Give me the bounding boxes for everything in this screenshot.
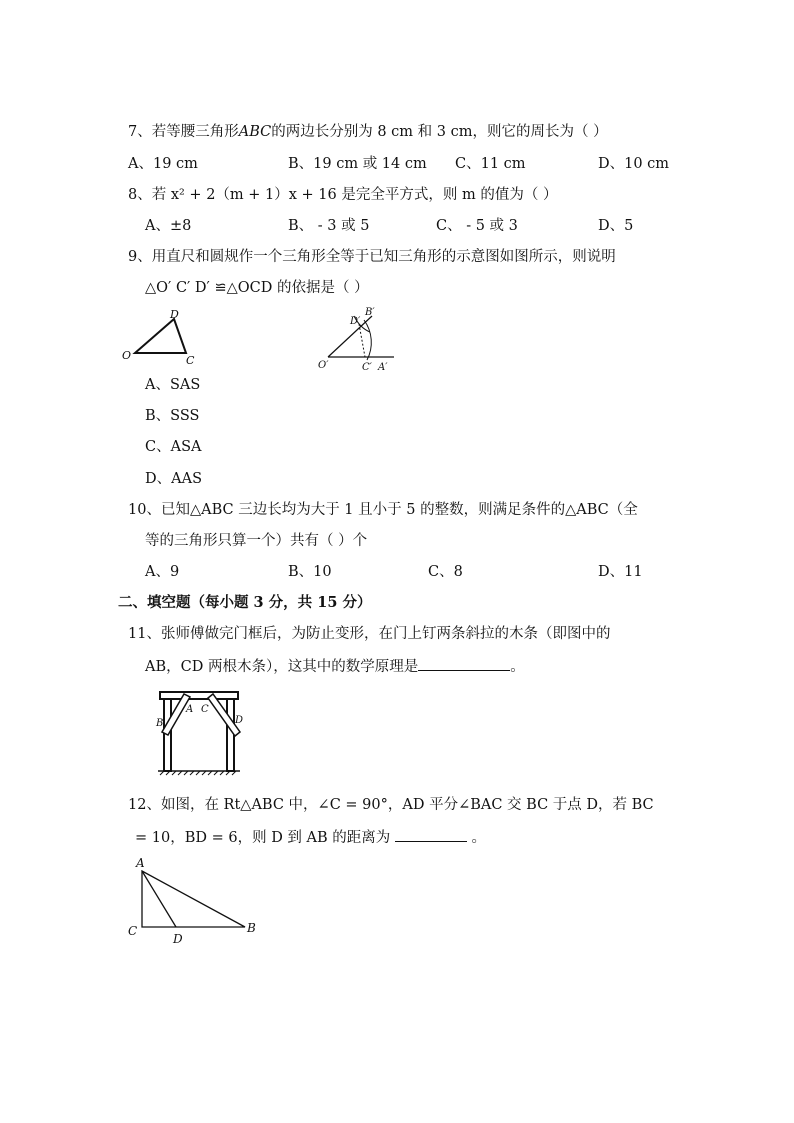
q7-option-a: A、19 cm bbox=[128, 156, 198, 172]
label-D: D bbox=[173, 932, 183, 946]
q9-stem-line1: 9、用直尺和圆规作一个三角形全等于已知三角形的示意图如图所示，则说明 bbox=[128, 249, 616, 265]
q7-option-c: C、11 cm bbox=[455, 156, 526, 172]
q10-stem-line1: 10、已知△ABC 三边长均为大于 1 且小于 5 的整数，则满足条件的△ABC（全 bbox=[128, 502, 638, 518]
q9-figure-construction bbox=[310, 300, 410, 380]
q11-stem-line2: AB，CD 两根木条），这其中的数学原理是 。 bbox=[145, 656, 525, 677]
label-C: C bbox=[201, 704, 209, 715]
label-A: A bbox=[136, 856, 145, 870]
label-D: D bbox=[170, 308, 179, 321]
q7-stem: 7、若等腰三角形ABC的两边长分别为 8 cm 和 3 cm，则它的周长为（ ） bbox=[128, 124, 608, 140]
label-A-prime: A′ bbox=[378, 362, 388, 373]
q11-stem-line1: 11、张师傅做完门框后，为防止变形，在门上钉两条斜拉的木条（即图中的 bbox=[128, 626, 611, 642]
q8-option-a: A、±8 bbox=[145, 218, 192, 234]
label-O-prime: O′ bbox=[318, 360, 329, 371]
label-A: A bbox=[186, 704, 194, 715]
q8-option-c: C、 - 5 或 3 bbox=[436, 218, 518, 234]
label-D-prime: D′ bbox=[350, 316, 361, 327]
q9-figure-original-triangle bbox=[118, 305, 208, 375]
q8-option-b: B、 - 3 或 5 bbox=[288, 218, 370, 234]
label-C: C bbox=[186, 354, 195, 367]
label-C: C bbox=[128, 924, 138, 938]
q9-option-d: D、AAS bbox=[145, 471, 203, 487]
q12-stem-line1: 12、如图，在 Rt△ABC 中，∠C = 90°，AD 平分∠BAC 交 BC 于点 D，若 BC bbox=[128, 797, 654, 813]
q9-option-a: A、SAS bbox=[145, 377, 201, 393]
section-title: 二、填空题（每小题 3 分，共 15 分） bbox=[118, 594, 372, 611]
q11-answer-blank bbox=[418, 656, 510, 671]
q12-answer-blank bbox=[395, 827, 467, 842]
q12-figure-triangle bbox=[125, 855, 265, 945]
q7-option-b: B、19 cm 或 14 cm bbox=[288, 156, 427, 172]
q9-option-b: B、SSS bbox=[145, 408, 200, 424]
q9-stem-line2: △O′ C′ D′ ≌△OCD 的依据是（ ） bbox=[145, 280, 369, 296]
q9-option-c: C、ASA bbox=[145, 439, 202, 455]
q10-option-b: B、10 bbox=[288, 564, 332, 580]
label-O: O bbox=[122, 349, 132, 362]
label-B: B bbox=[156, 718, 164, 729]
q10-stem-line2: 等的三角形只算一个）共有（ ）个 bbox=[145, 533, 368, 549]
q10-option-d: D、11 bbox=[598, 564, 643, 580]
label-D: D bbox=[235, 715, 244, 726]
q11-figure-door-frame bbox=[150, 686, 260, 781]
label-B: B bbox=[247, 921, 256, 935]
label-B-prime: B′ bbox=[365, 307, 375, 318]
label-C-prime: C′ bbox=[362, 362, 372, 373]
q10-option-c: C、8 bbox=[428, 564, 463, 580]
q12-stem-line2: = 10，BD = 6，则 D 到 AB 的距离为 。 bbox=[135, 827, 486, 848]
q8-stem: 8、若 x² + 2（m + 1）x + 16 是完全平方式，则 m 的值为（ ） bbox=[128, 187, 558, 203]
q10-option-a: A、9 bbox=[145, 564, 180, 580]
q7-option-d: D、10 cm bbox=[598, 156, 670, 172]
q8-option-d: D、5 bbox=[598, 218, 634, 234]
